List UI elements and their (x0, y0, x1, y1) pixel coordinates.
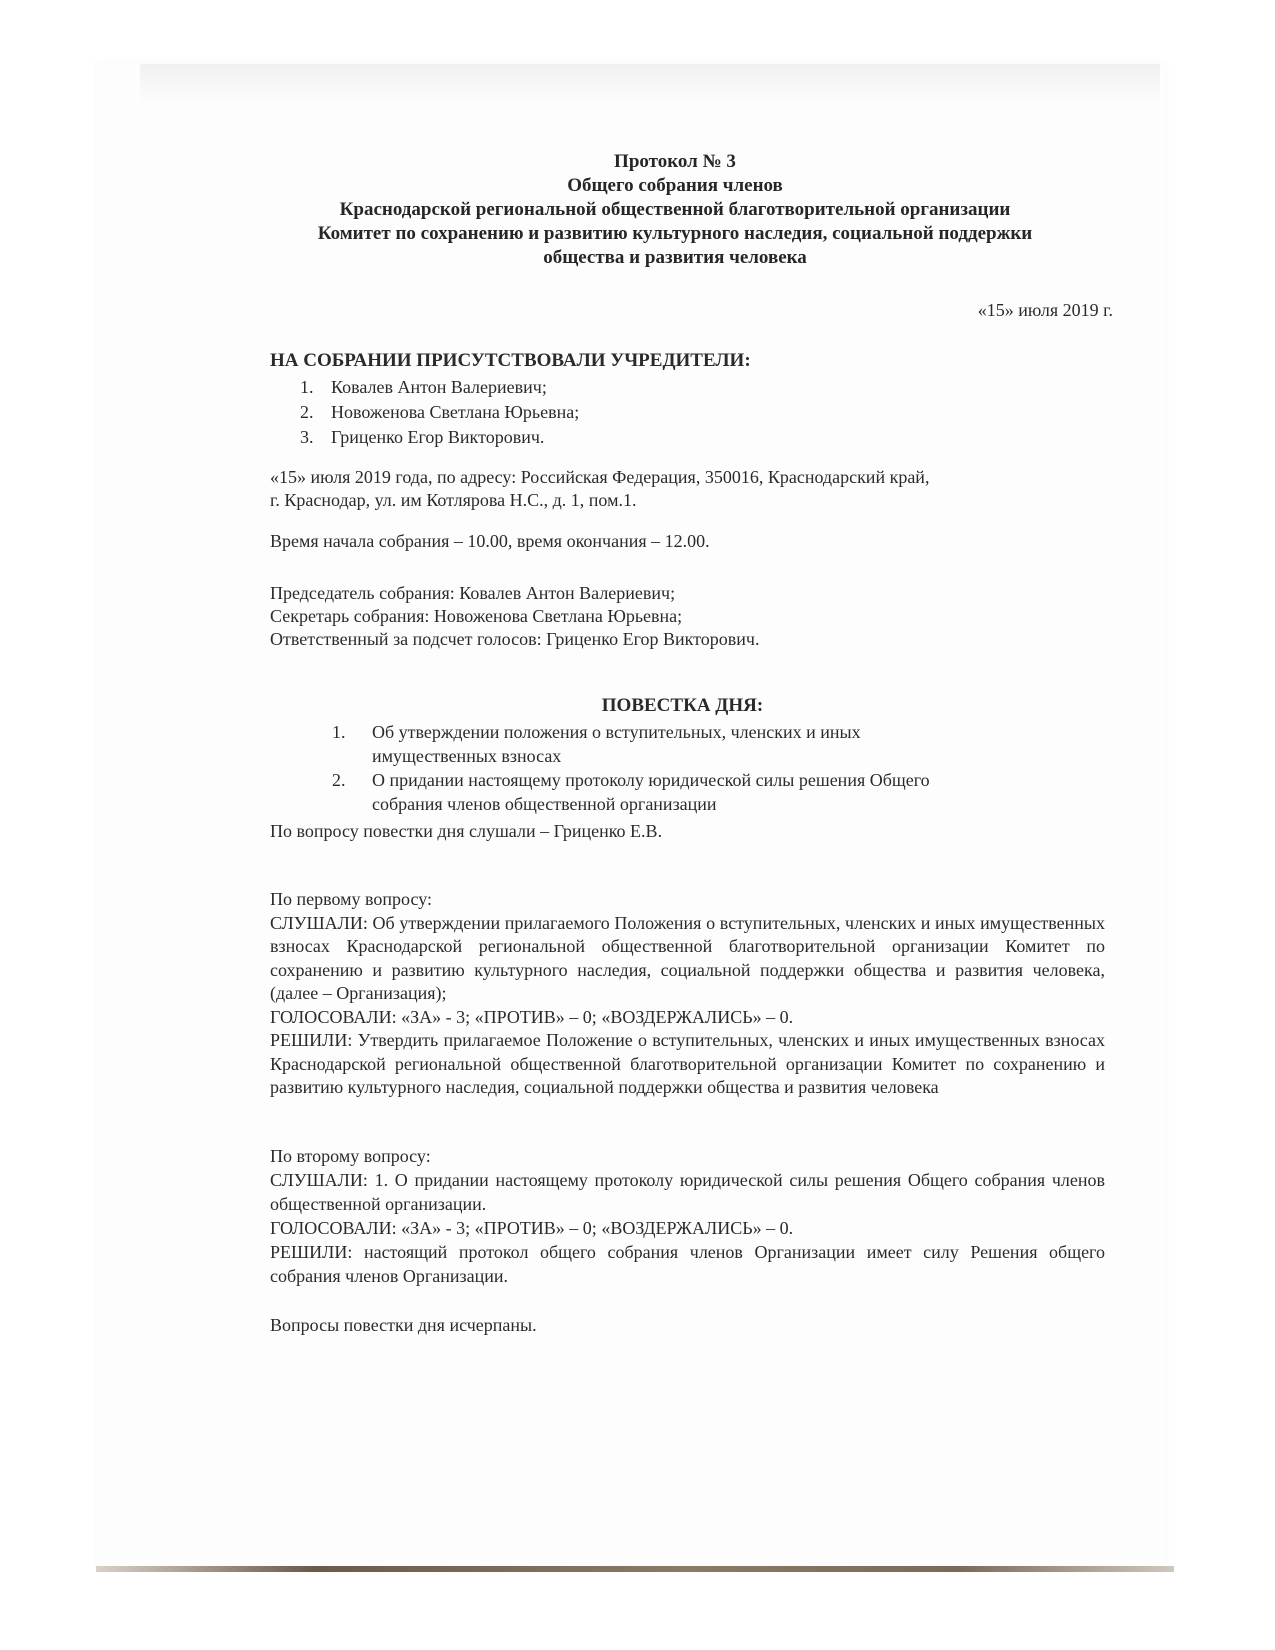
list-item: 2. О придании настоящему протоколу юридической силы решения Общего собрания членов общественной организации (332, 770, 930, 814)
list-item: 1. Ковалев Антон Валериевич; (300, 377, 547, 397)
present-title: НА СОБРАНИИ ПРИСУТСТВОВАЛИ УЧРЕДИТЕЛИ: (270, 350, 751, 371)
list-item: 1. Об утверждении положения о вступительных, членских и иных имущественных взносах (332, 722, 861, 766)
question-2-block (270, 1144, 1105, 1288)
header-line-5: общества и развития человека (543, 247, 807, 268)
agenda-list (332, 720, 1052, 816)
header-line-2: Общего собрания членов (567, 175, 783, 196)
agenda-title: ПОВЕСТКА ДНЯ: (601, 695, 764, 716)
counter-line: Ответственный за подсчет голосов: Гриценко Егор Викторович. (270, 629, 760, 649)
desk-edge (96, 1566, 1174, 1572)
closing-line: Вопросы повестки дня исчерпаны. (270, 1315, 537, 1335)
header-line-4: Комитет по сохранению и развитию культурного наследия, социальной поддержки (317, 223, 1033, 244)
roles-block (270, 582, 759, 651)
heard-line: По вопросу повестки дня слушали – Гриценко Е.В. (270, 821, 663, 841)
address-line-2: г. Краснодар, ул. им Котлярова Н.С., д. 1, пом.1. (270, 490, 637, 510)
question-1-block (270, 888, 1105, 1100)
question-1-heard: СЛУШАЛИ: Об утверждении прилагаемого Положения о вступительных, членских и иных имущественных взносах Краснодарской региональной общественной благотворительной организации Комитет по сохранению и развитию культурного наследия, социальной поддержки общества и развития человека, (далее – Организация); (270, 912, 1105, 1003)
question-2-voted: ГОЛОСОВАЛИ: «ЗА» - 3; «ПРОТИВ» – 0; «ВОЗДЕРЖАЛИСЬ» – 0. (270, 1218, 794, 1238)
chairman-line: Председатель собрания: Ковалев Антон Валериевич; (270, 583, 676, 603)
list-item: 3. Гриценко Егор Викторович. (300, 427, 545, 447)
question-2-title: По второму вопросу: (270, 1146, 431, 1166)
address-line-1: «15» июля 2019 года, по адресу: Российская Федерация, 350016, Краснодарский край, (270, 467, 930, 487)
question-1-title: По первому вопросу: (270, 889, 433, 909)
protocol-number: Протокол № 3 (614, 151, 736, 172)
secretary-line: Секретарь собрания: Новоженова Светлана Юрьевна; (270, 606, 683, 626)
question-1-voted: ГОЛОСОВАЛИ: «ЗА» - 3; «ПРОТИВ» – 0; «ВОЗДЕРЖАЛИСЬ» – 0. (270, 1006, 794, 1027)
header-line-3: Краснодарской региональной общественной благотворительной организации (339, 199, 1011, 220)
document-header (240, 150, 1110, 270)
question-2-heard: СЛУШАЛИ: 1. О придании настоящему протоколу юридической силы решения Общего собрания членов общественной организации. (270, 1170, 1105, 1214)
question-1-decided: РЕШИЛИ: Утвердить прилагаемое Положение о вступительных, членских и иных имущественных взносах Краснодарской региональной общественной благотворительной организации Комитет по сохранению и развитию культурного наследия, социальной поддержки общества и развития человека (270, 1030, 1105, 1097)
list-item: 2. Новоженова Светлана Юрьевна; (300, 402, 580, 422)
question-2-decided: РЕШИЛИ: настоящий протокол общего собрания членов Организации имеет силу Решения общего собрания членов Организации. (270, 1242, 1105, 1286)
protocol-date: «15» июля 2019 г. (977, 300, 1113, 320)
meeting-time: Время начала собрания – 10.00, время окончания – 12.00. (270, 531, 710, 551)
page-shadow (140, 64, 1160, 104)
founders-list (300, 375, 579, 450)
address-block (270, 466, 929, 512)
